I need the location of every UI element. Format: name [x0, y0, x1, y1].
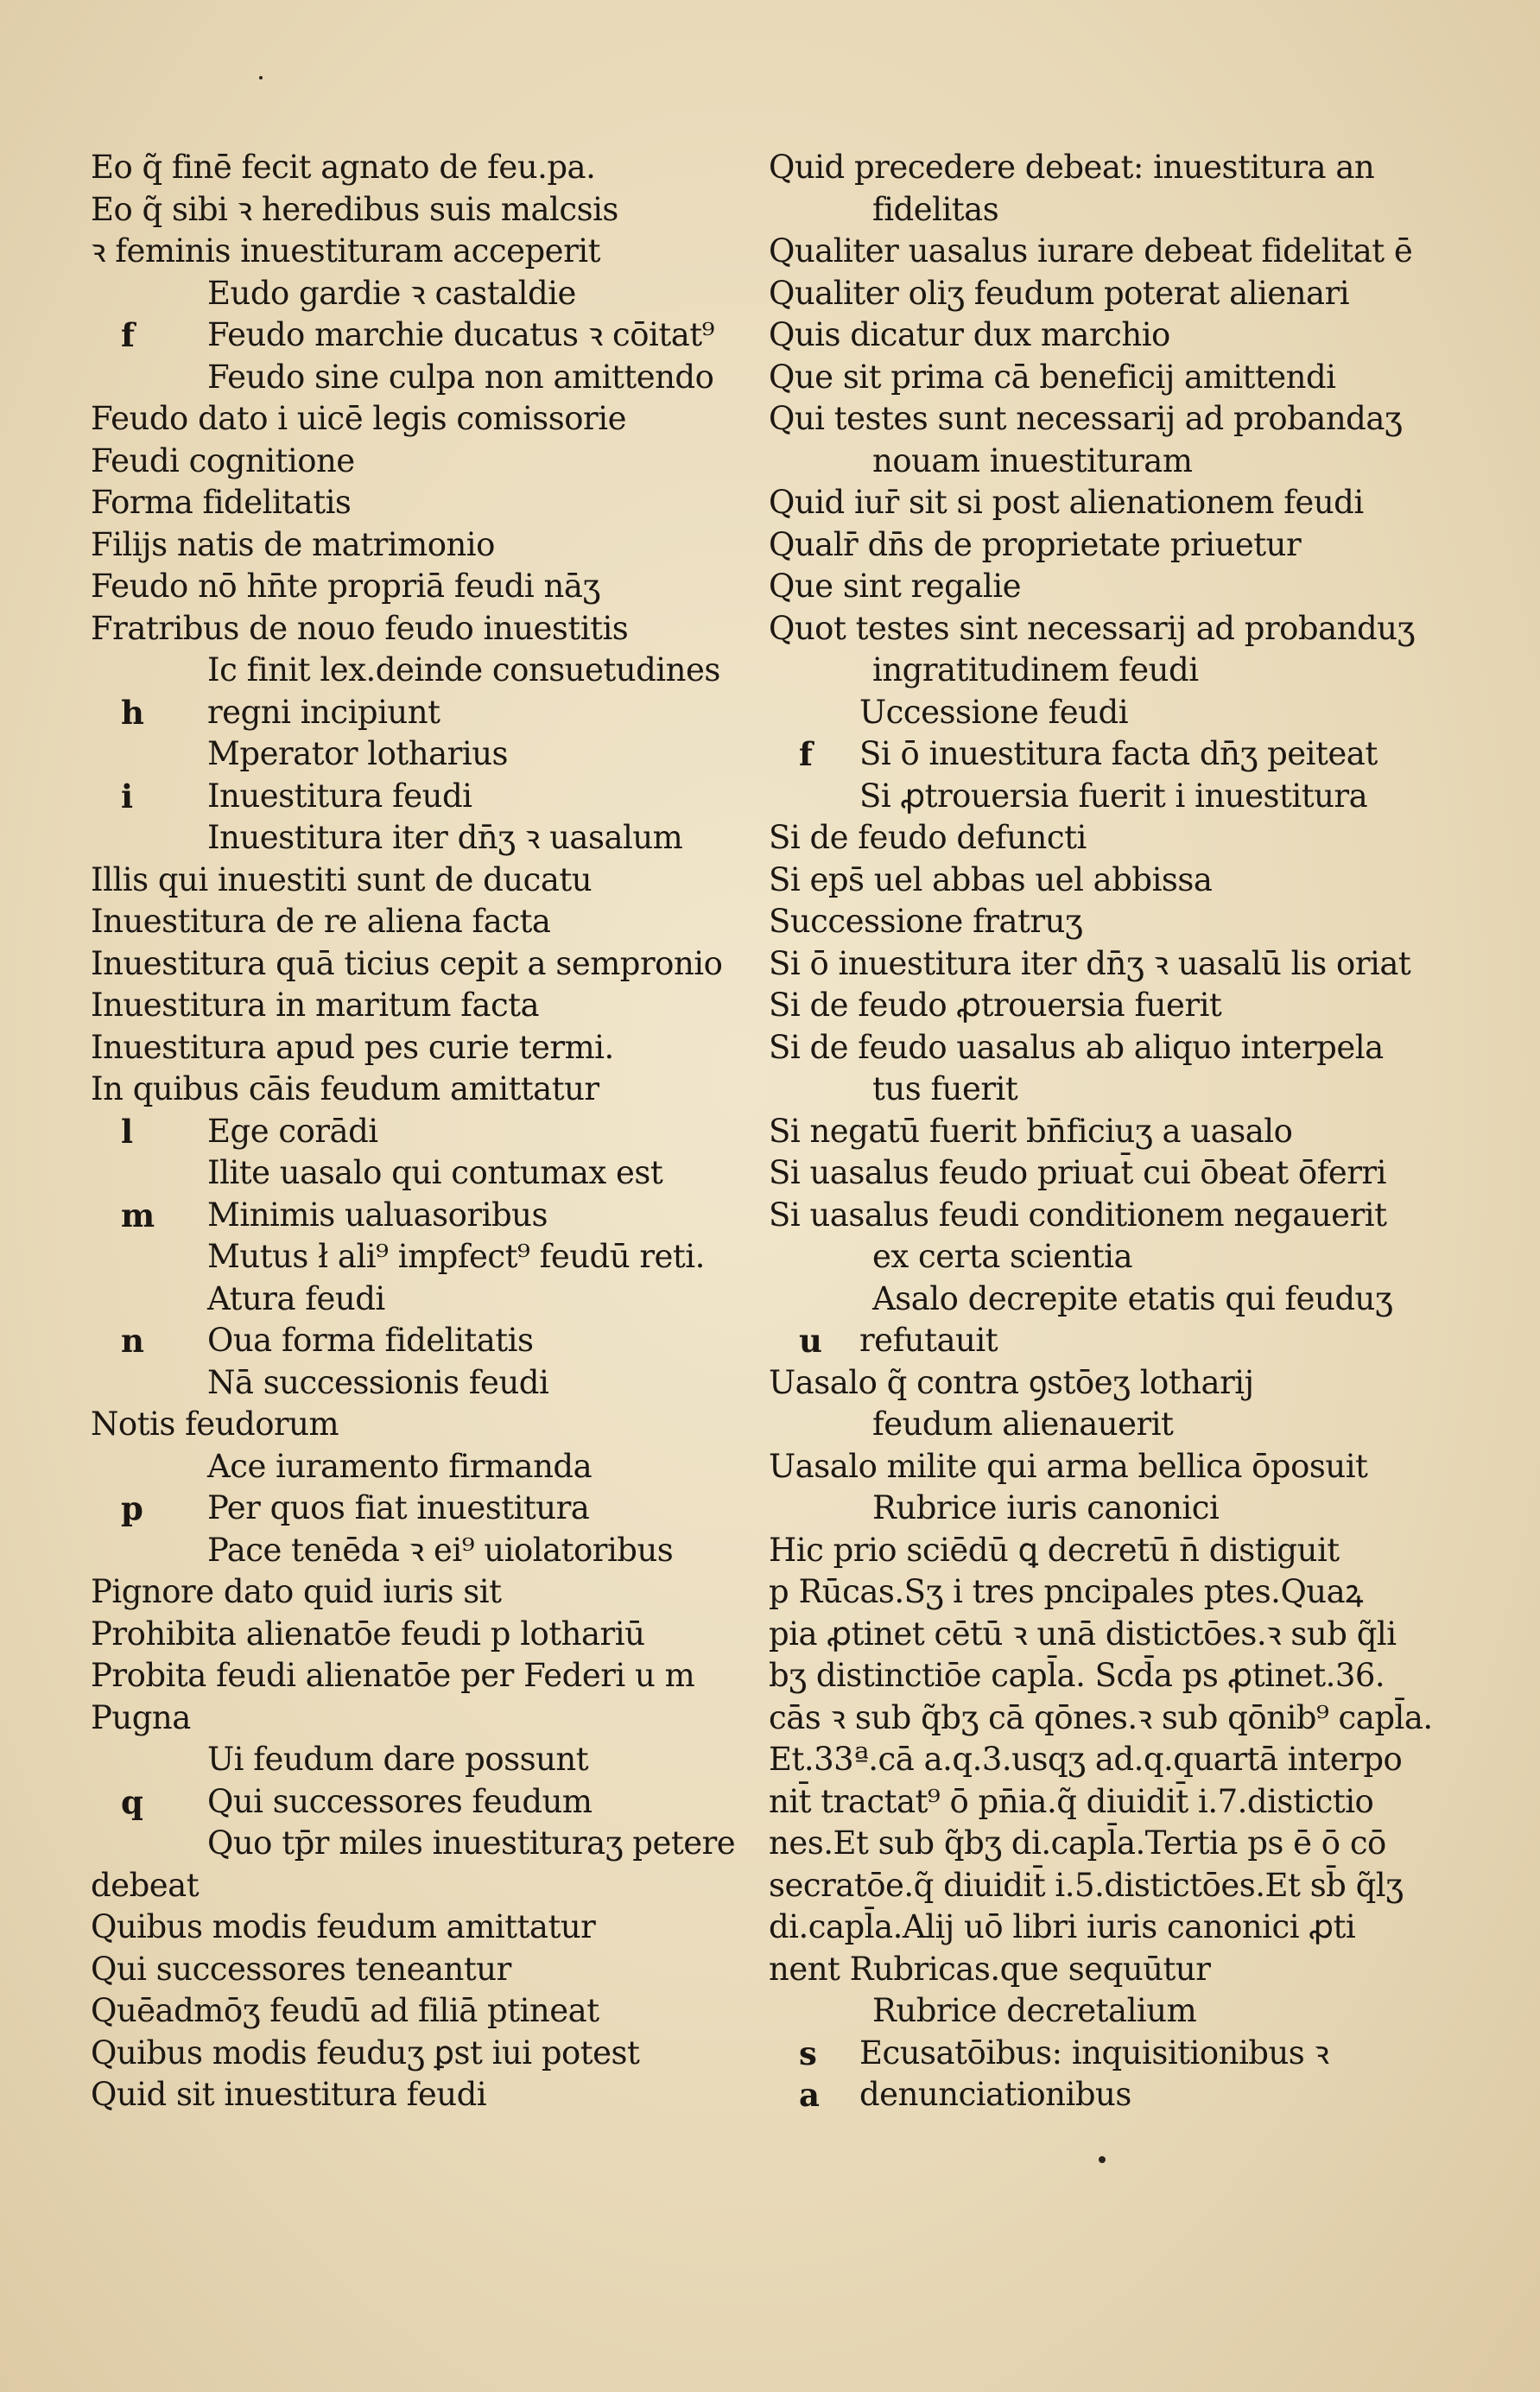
entry-text: ꝛ feminis inuestituram acceperit	[91, 232, 600, 270]
index-entry	[760, 1195, 1399, 1237]
entry-text: Fratribus de nouo feudo inuestitis	[91, 609, 629, 647]
entry-text: Oua forma fidelitatis	[207, 1322, 534, 1359]
entry-text: nit̄ tractat⁹ ō pn̄ia.q̃ diuidit̄ i.7.distictio	[769, 1782, 1374, 1820]
left-column	[82, 147, 738, 2116]
entry-text: Quid sit inuestitura feudi	[91, 2076, 487, 2113]
index-entry	[760, 650, 1399, 692]
entry-text: tus fuerit	[872, 1070, 1018, 1107]
entry-text: Quo tp̄r miles inuestituraʒ petere	[207, 1824, 736, 1862]
index-entry	[82, 1195, 738, 1237]
entry-text: Eo q̃ sibi ꝛ heredibus suis malcsis	[91, 190, 618, 228]
index-entry	[760, 1571, 1399, 1614]
entry-text: Ace iuramento firmanda	[207, 1447, 593, 1485]
entry-text: Qui testes sunt necessarij ad probandaʒ	[769, 400, 1403, 437]
index-entry	[760, 1320, 1399, 1362]
entry-text: Si uasalus feudo priuat̄ cui ōbeat ōferri	[769, 1154, 1386, 1191]
entry-text: p Rūcas.Sʒ i tres pncipales ptes.Quaꝝ	[769, 1573, 1364, 1610]
index-entry	[760, 1152, 1399, 1195]
index-entry	[82, 1865, 738, 1907]
entry-text: Minimis ualuasoribus	[207, 1196, 548, 1234]
entry-text: Eo q̃ finē fecit agnato de feu.pa.	[91, 149, 596, 186]
ink-speck	[259, 76, 263, 79]
entry-text: Quibus modis feuduʒ ꝑst iui potest	[91, 2034, 640, 2072]
entry-text: Qualr̄ dn̄s de proprietate priuetur	[769, 525, 1302, 563]
section-letter: f	[799, 735, 813, 773]
entry-text: Inuestitura quā ticius cepit a sempronio	[91, 944, 723, 982]
index-entry	[760, 524, 1399, 567]
ink-speck	[1099, 2156, 1106, 2163]
index-entry	[82, 1320, 738, 1362]
entry-text: Prohibita alienatōe feudi p lothariū	[91, 1615, 645, 1653]
entry-text: cās ꝛ sub q̃bʒ cā qōnes.ꝛ sub qōnib⁹ capl̄a.	[769, 1698, 1433, 1736]
entry-text: Successione fratruʒ	[769, 903, 1083, 940]
section-letter: a	[799, 2076, 820, 2114]
entry-text: Feudo sine culpa non amittendo	[207, 358, 714, 396]
index-entry	[82, 901, 738, 943]
index-entry	[760, 1404, 1399, 1446]
entry-text: Uasalo q̃ contra ꝯstōeʒ lotharij	[769, 1363, 1254, 1401]
entry-text: Nā successionis feudi	[207, 1363, 549, 1401]
entry-text: di.capl̄a.Alij uō libri iuris canonici ꝓti	[769, 1908, 1356, 1945]
index-entry	[760, 1655, 1399, 1697]
section-letter: s	[799, 2034, 817, 2072]
index-entry	[82, 1111, 738, 1153]
index-entry	[760, 189, 1399, 232]
entry-text: Inuestitura in maritum facta	[91, 987, 540, 1024]
index-entry	[760, 1236, 1399, 1278]
entry-text: Si eps̄ uel abbas uel abbissa	[769, 860, 1213, 898]
index-entry	[760, 1781, 1399, 1824]
entry-text: Uasalo milite qui arma bellica ōposuit	[769, 1447, 1368, 1485]
index-entry	[760, 398, 1403, 441]
index-entry	[82, 985, 738, 1027]
entry-text: Eudo gardie ꝛ castaldie	[207, 274, 576, 312]
entry-text: debeat	[91, 1866, 200, 1904]
index-entry	[82, 231, 738, 273]
entry-text: Quid precedere debeat: inuestitura an	[769, 149, 1375, 186]
section-letter: n	[121, 1322, 144, 1360]
index-entry	[82, 398, 738, 441]
index-entry	[82, 273, 738, 315]
section-letter: h	[121, 693, 144, 732]
right-column	[760, 147, 1433, 2116]
index-entry	[760, 1949, 1399, 1991]
index-entry	[760, 985, 1399, 1027]
entry-text: Hic prio sciēdū ꝗ decretū n̄ distiguit	[769, 1531, 1340, 1569]
entry-text: Et.33ª.cā a.q.3.usqʒ ad.q.quartā interpo	[769, 1741, 1403, 1778]
index-entry	[760, 1530, 1399, 1572]
index-entry	[760, 1865, 1404, 1907]
entry-text: Filijs natis de matrimonio	[91, 525, 495, 563]
entry-text: secratōe.q̃ diuidit̄ i.5.distictōes.Et sb̄ q̃lʒ	[769, 1866, 1404, 1904]
index-entry	[82, 1362, 738, 1405]
entry-text: Quis dicatur dux marchio	[769, 316, 1170, 353]
index-entry	[760, 608, 1415, 650]
section-letter: u	[799, 1322, 822, 1360]
index-entry	[760, 2074, 1399, 2116]
entry-text: Ic finit lex.deinde consuetudines	[207, 651, 720, 688]
index-entry	[82, 1907, 738, 1949]
entry-text: Atura feudi	[207, 1279, 385, 1317]
index-entry	[82, 860, 738, 902]
entry-text: Rubrice iuris canonici	[872, 1489, 1220, 1526]
index-entry	[760, 314, 1399, 357]
entry-text: Forma fidelitatis	[91, 484, 352, 521]
entry-text: Ui feudum dare possunt	[207, 1741, 589, 1778]
index-entry	[760, 2033, 1399, 2075]
index-entry	[82, 1823, 738, 1865]
index-entry	[82, 776, 738, 818]
index-entry	[760, 566, 1399, 608]
entry-text: Si ꝓtrouersia fuerit i inuestitura	[859, 777, 1368, 815]
entry-text: regni incipiunt	[207, 693, 440, 731]
index-entry	[82, 692, 738, 734]
entry-text: Que sit prima cā beneficij amittendi	[769, 358, 1336, 396]
index-entry	[760, 692, 1399, 734]
index-entry	[760, 482, 1399, 524]
index-entry	[82, 1739, 738, 1781]
index-entry	[82, 2074, 738, 2116]
index-entry	[82, 1655, 738, 1697]
index-entry	[82, 1571, 738, 1614]
entry-text: Inuestitura iter dn̄ʒ ꝛ uasalum	[207, 819, 683, 856]
entry-text: Inuestitura de re aliena facta	[91, 903, 551, 940]
index-entry	[82, 1488, 738, 1530]
entry-text: Pugna	[91, 1698, 191, 1736]
entry-text: ex certa scientia	[872, 1238, 1133, 1275]
index-entry	[82, 441, 738, 483]
index-entry	[82, 1614, 738, 1656]
entry-text: Uccessione feudi	[859, 693, 1129, 731]
index-entry	[82, 1236, 738, 1278]
entry-text: Si de feudo uasalus ab aliquo interpela	[769, 1028, 1384, 1066]
index-entry	[760, 1823, 1399, 1865]
entry-text: Qui successores teneantur	[91, 1950, 511, 1988]
entry-text: Pace tenēda ꝛ ei⁹ uiolatoribus	[207, 1531, 674, 1569]
entry-text: Si de feudo ꝓtrouersia fuerit	[769, 987, 1222, 1024]
entry-text: bʒ distinctiōe capl̄a. Scd̄a ps ꝓtinet.36.	[769, 1657, 1385, 1694]
entry-text: Ege corādi	[207, 1112, 378, 1150]
entry-text: Feudo marchie ducatus ꝛ cōitat⁹	[207, 316, 714, 353]
entry-text: Per quos fiat inuestitura	[207, 1489, 590, 1526]
index-entry	[760, 1362, 1399, 1405]
index-entry	[82, 1446, 738, 1488]
index-entry	[82, 1949, 738, 1991]
index-entry	[760, 1446, 1399, 1488]
entry-text: Qui successores feudum	[207, 1782, 593, 1820]
entry-text: Qualiter uasalus iurare debeat fidelitat ē	[769, 232, 1413, 270]
index-entry	[82, 1278, 738, 1321]
entry-text: Mutus ł ali⁹ impfect⁹ feudū reti.	[207, 1238, 705, 1275]
entry-text: Si ō inuestitura iter dn̄ʒ ꝛ uasalū lis oriat	[769, 944, 1411, 982]
index-entry	[82, 1781, 738, 1824]
index-entry	[82, 1530, 738, 1572]
index-entry	[760, 1907, 1399, 1949]
index-entry	[82, 1027, 738, 1069]
entry-text: Quot testes sint necessarij ad probanduʒ	[769, 609, 1415, 647]
index-entry	[82, 650, 738, 692]
entry-text: Si de feudo defuncti	[769, 819, 1087, 856]
index-entry	[760, 1739, 1403, 1781]
entry-text: Notis feudorum	[91, 1405, 339, 1443]
entry-text: Qualiter oliʒ feudum poterat alienari	[769, 274, 1350, 312]
index-entry	[760, 147, 1399, 189]
section-letter: q	[121, 1782, 143, 1821]
index-entry	[760, 776, 1399, 818]
entry-text: Que sint regalie	[769, 568, 1021, 605]
index-entry	[82, 482, 738, 524]
section-letter: m	[121, 1196, 155, 1234]
index-entry	[760, 441, 1399, 483]
entry-text: Quid iur̄ sit si post alienationem feudi	[769, 484, 1364, 521]
entry-text: Asalo decrepite etatis qui feuduʒ	[872, 1279, 1393, 1317]
index-entry	[82, 943, 738, 986]
entry-text: Quēadmōʒ feudū ad filiā ptineat	[91, 1992, 599, 2029]
index-entry	[760, 357, 1399, 399]
entry-text: Quibus modis feudum amittatur	[91, 1908, 596, 1945]
entry-text: Feudo nō hn̄te propriā feudi nāʒ	[91, 568, 600, 605]
index-entry	[760, 1027, 1399, 1069]
index-entry	[82, 189, 738, 232]
entry-text: Si negatū fuerit bn̄ficiuʒ a uasalo	[769, 1112, 1293, 1150]
entry-text: Inuestitura apud pes curie termi.	[91, 1028, 614, 1066]
index-entry	[760, 1111, 1399, 1153]
entry-text: Feudi cognitione	[91, 441, 355, 479]
index-entry	[82, 1152, 738, 1195]
index-entry	[82, 2033, 738, 2075]
index-entry	[82, 817, 738, 860]
index-entry	[760, 1278, 1399, 1321]
index-entry	[82, 357, 738, 399]
index-entry	[760, 860, 1399, 902]
entry-text: ingratitudinem feudi	[872, 651, 1199, 688]
index-entry	[760, 1697, 1433, 1740]
index-entry	[82, 314, 738, 357]
entry-text: pia ꝓtinet cētū ꝛ unā distictōes.ꝛ sub q̃li	[769, 1615, 1397, 1653]
index-entry	[760, 733, 1399, 776]
entry-text: Si ō inuestitura facta dn̄ʒ peiteat	[859, 735, 1378, 772]
index-entry	[760, 231, 1413, 273]
index-entry	[82, 1069, 738, 1111]
entry-text: In quibus cāis feudum amittatur	[91, 1070, 599, 1107]
index-entry	[760, 817, 1399, 860]
index-entry	[760, 901, 1399, 943]
entry-text: denunciationibus	[859, 2076, 1131, 2113]
entry-text: Ecusatōibus: inquisitionibus ꝛ	[859, 2034, 1329, 2072]
entry-text: nouam inuestituram	[872, 441, 1193, 479]
index-entry	[82, 524, 738, 567]
index-entry	[760, 1614, 1399, 1656]
entry-text: feudum alienauerit	[872, 1405, 1174, 1443]
index-entry	[82, 147, 738, 189]
section-letter: f	[121, 316, 135, 354]
index-entry	[760, 1990, 1399, 2033]
entry-text: Probita feudi alienatōe per Federi u m	[91, 1657, 695, 1694]
entry-text: nes.Et sub q̃bʒ di.capl̄a.Tertia ps ē ō cō	[769, 1824, 1386, 1862]
entry-text: refutauit	[859, 1322, 998, 1359]
entry-text: Mperator lotharius	[207, 735, 509, 772]
index-entry	[82, 1697, 738, 1740]
index-entry	[82, 1990, 738, 2033]
entry-text: Inuestitura feudi	[207, 777, 472, 815]
section-letter: i	[121, 777, 133, 815]
section-letter: p	[121, 1489, 143, 1527]
index-entry	[82, 733, 738, 776]
entry-text: Rubrice decretalium	[872, 1992, 1197, 2029]
entry-text: Illis qui inuestiti sunt de ducatu	[91, 860, 593, 898]
index-entry	[760, 1488, 1399, 1530]
index-entry	[760, 273, 1399, 315]
index-entry	[82, 1404, 738, 1446]
entry-text: Ilite uasalo qui contumax est	[207, 1154, 663, 1191]
entry-text: Si uasalus feudi conditionem negauerit	[769, 1196, 1387, 1234]
index-entry	[82, 566, 738, 608]
entry-text: Feudo dato i uicē legis comissorie	[91, 400, 626, 437]
index-entry	[82, 608, 738, 650]
entry-text: nent Rubricas.que sequūtur	[769, 1950, 1211, 1988]
index-entry	[760, 1069, 1399, 1111]
index-entry	[760, 943, 1411, 986]
section-letter: l	[121, 1112, 133, 1151]
entry-text: fidelitas	[872, 190, 999, 228]
entry-text: Pignore dato quid iuris sit	[91, 1573, 502, 1610]
